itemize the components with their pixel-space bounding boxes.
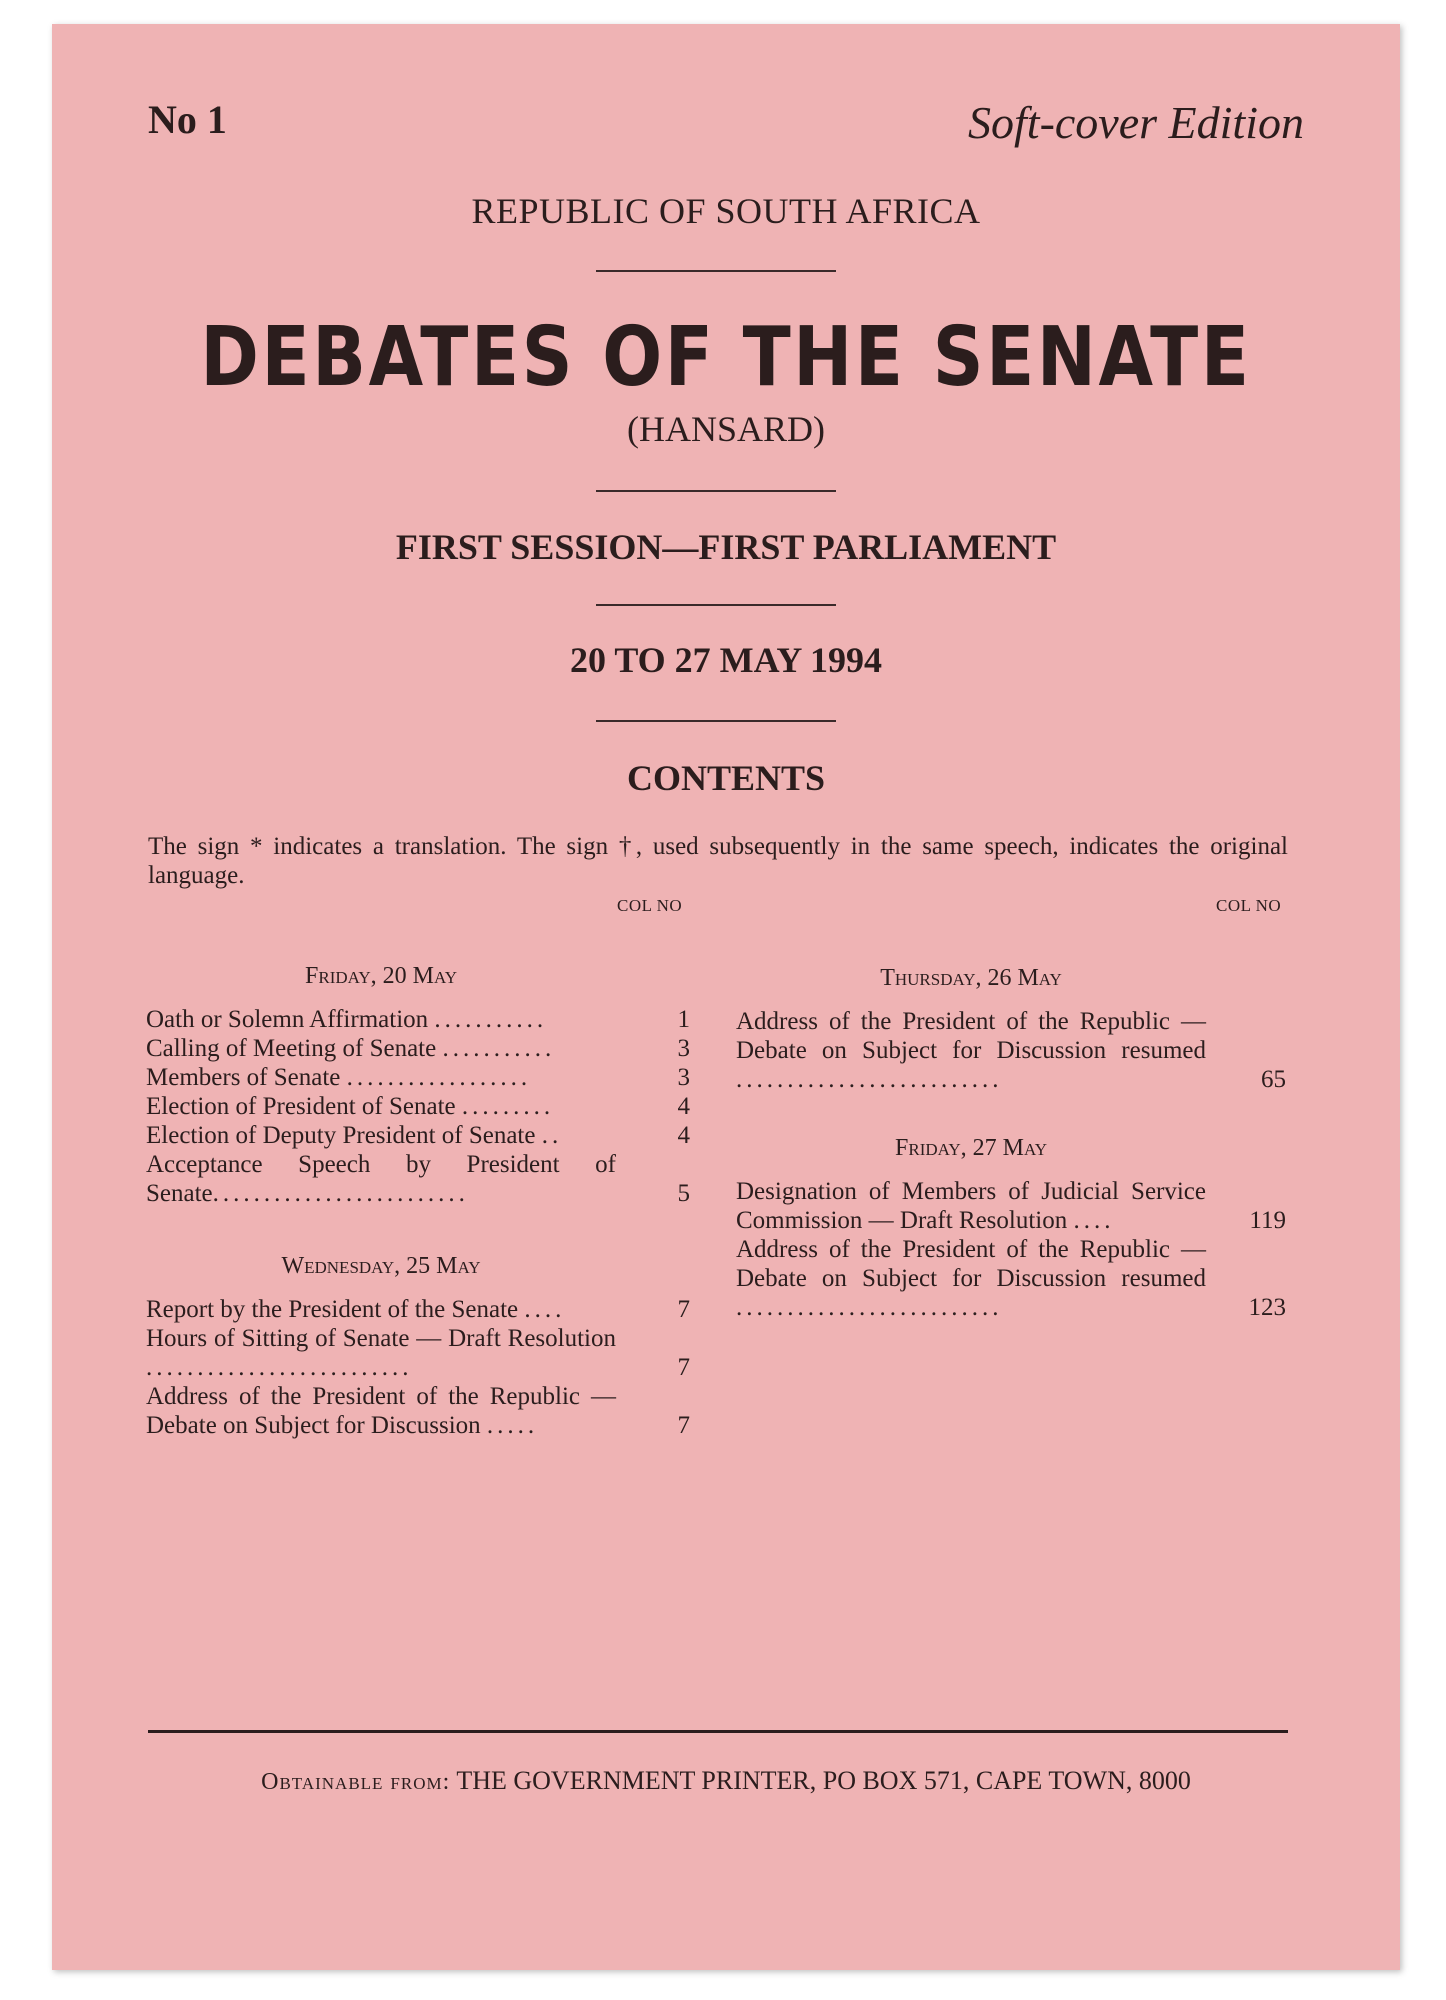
contents-entry — [146, 1150, 690, 1208]
entry-title: Designation of Members of Judicial Service Commission — Draft Resolution — [736, 1178, 1206, 1234]
footer-rule — [148, 1730, 1288, 1733]
dot-leader: .......................... — [146, 1354, 413, 1381]
day-heading: Friday, 20 May — [305, 963, 457, 989]
contents-entry — [146, 1121, 690, 1150]
contents-entry — [146, 1034, 690, 1063]
contents-heading: CONTENTS — [626, 758, 826, 798]
entry-column-number: 3 — [677, 1035, 690, 1062]
country-heading: REPUBLIC OF SOUTH AFRICA — [471, 191, 981, 231]
day-heading: Wednesday, 25 May — [281, 1253, 481, 1279]
entry-title: Election of Deputy President of Senate — [146, 1122, 536, 1149]
day-section — [736, 964, 1336, 1094]
divider-rule — [596, 720, 836, 722]
entry-title: Election of President of Senate — [146, 1093, 456, 1120]
entry-title: Hours of Sitting of Senate — Draft Resolution — [146, 1325, 616, 1352]
entry-column-number: 7 — [677, 1412, 690, 1439]
contents-entry — [736, 1177, 1286, 1235]
entry-column-number: 3 — [677, 1064, 690, 1091]
footer-address: THE GOVERNMENT PRINTER, PO BOX 571, CAPE TOWN, 8000 — [456, 1766, 1191, 1795]
contents-column-left — [146, 962, 690, 1440]
document-subtitle: (HANSARD) — [627, 409, 825, 449]
entry-column-number: 65 — [1261, 1066, 1286, 1093]
entry-column-number: 7 — [677, 1296, 690, 1323]
session-heading: FIRST SESSION—FIRST PARLIAMENT — [395, 527, 1057, 567]
dot-leader: ......... — [461, 1093, 555, 1120]
entry-column-number: 4 — [677, 1093, 690, 1120]
contents-entry — [736, 1007, 1286, 1094]
dot-leader: ........... — [434, 1006, 548, 1033]
contents-entry — [146, 1295, 690, 1324]
entry-column-number: 123 — [1248, 1294, 1286, 1321]
entry-title: Address of the President of the Republic — Debate on Subject for Discussion resumed — [736, 1236, 1206, 1292]
dot-leader: ......................... — [212, 1180, 469, 1207]
entry-title: Oath or Solemn Affirmation — [146, 1006, 429, 1033]
day-section — [146, 1252, 690, 1440]
contents-entry — [736, 1235, 1286, 1322]
contents-column-right — [736, 964, 1336, 1322]
day-heading: Friday, 27 May — [895, 1135, 1047, 1161]
dot-leader: ........... — [442, 1035, 556, 1062]
day-section — [146, 962, 690, 1208]
divider-rule — [596, 270, 836, 272]
entry-column-number: 1 — [677, 1006, 690, 1033]
document-title: DEBATES OF THE SENATE — [200, 310, 1252, 405]
entry-column-number: 119 — [1249, 1207, 1286, 1234]
dot-leader: .. — [541, 1122, 563, 1149]
day-heading: Thursday, 26 May — [880, 965, 1062, 991]
divider-rule — [596, 604, 836, 606]
entry-column-number: 5 — [677, 1180, 690, 1207]
publisher-footer — [52, 1766, 1400, 1796]
entry-column-number: 4 — [677, 1122, 690, 1149]
contents-entry — [146, 1005, 690, 1034]
col-no-header-right: COL NO — [1216, 896, 1282, 915]
translation-note: The sign * indicates a translation. The sign †, used subsequently in the same speech, indicates the original language. — [148, 833, 1288, 889]
contents-entry — [146, 1063, 690, 1092]
day-section — [736, 1134, 1336, 1322]
issue-number: No 1 — [148, 97, 227, 142]
entry-title: Report by the President of the Senate — [146, 1296, 519, 1323]
dot-leader: .......................... — [736, 1294, 1003, 1321]
entry-title: Address of the President of the Republic — Debate on Subject for Discussion resumed — [736, 1008, 1206, 1064]
date-range: 20 TO 27 MAY 1994 — [569, 640, 883, 680]
divider-rule — [596, 490, 836, 492]
contents-entry — [146, 1324, 690, 1382]
footer-lead: Obtainable from: — [261, 1769, 451, 1795]
dot-leader: .... — [1073, 1207, 1115, 1234]
entry-column-number: 7 — [677, 1354, 690, 1381]
contents-entry — [146, 1382, 690, 1440]
dot-leader: .......................... — [736, 1066, 1003, 1093]
document-cover — [52, 24, 1400, 1970]
dot-leader: ..... — [486, 1412, 539, 1439]
entry-title: Calling of Meeting of Senate — [146, 1035, 437, 1062]
contents-entry — [146, 1092, 690, 1121]
entry-title: Members of Senate — [146, 1064, 341, 1091]
dot-leader: .... — [524, 1296, 566, 1323]
edition-label: Soft-cover Edition — [968, 97, 1304, 148]
dot-leader: .................. — [346, 1064, 532, 1091]
entry-title: Acceptance Speech by President of Senate — [146, 1151, 616, 1207]
col-no-header-left: COL NO — [617, 896, 683, 915]
entry-title: Address of the President of the Republic —Debate on Subject for Discussion — [146, 1383, 616, 1439]
